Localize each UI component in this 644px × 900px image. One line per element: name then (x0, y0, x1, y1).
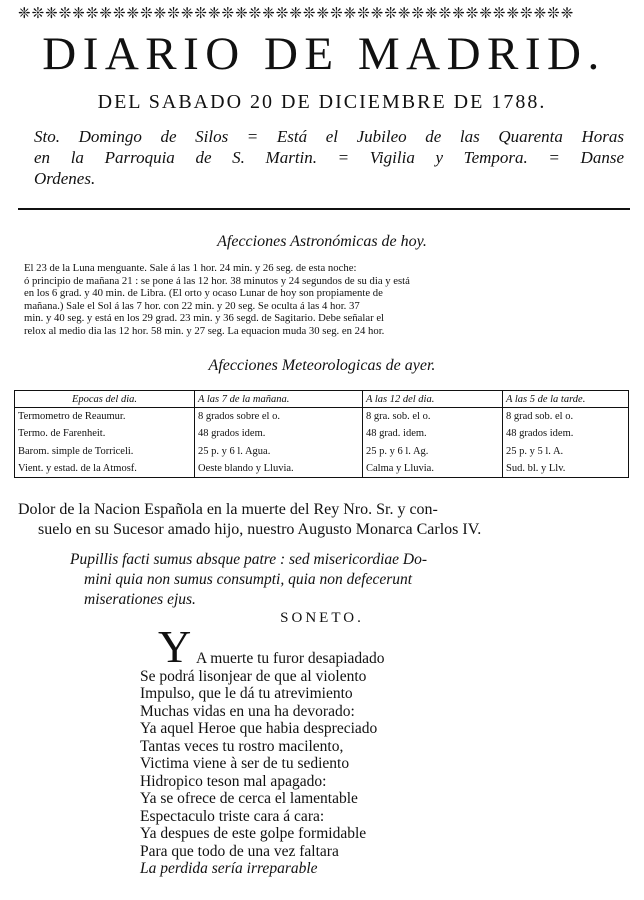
sonnet-line: A muerte tu furor desapiadado (196, 650, 385, 667)
sonnet-line: Muchas vidas en una ha devorado: (140, 702, 355, 720)
weather-cell: Vient. y estad. de la Atmosf. (15, 460, 195, 478)
weather-cell: 48 grad. idem. (363, 425, 503, 442)
section-divider (18, 208, 630, 210)
astronomical-line: El 23 de la Luna menguante. Sale á las 1 hor. 24 min. y 26 seg. de esta noche: (24, 262, 357, 274)
latin-line: miserationes ejus. (84, 591, 196, 608)
astronomical-line: mañana.) Sale el Sol á las 7 hor. con 22 min. y 20 seg. Se oculta á las 4 hor. 37 (24, 299, 360, 312)
weather-header-row (15, 391, 629, 408)
sonnet-title: SONETO. (280, 610, 364, 626)
astronomical-text (24, 262, 624, 338)
weather-cell: 48 grados idem. (503, 425, 629, 442)
meteorological-title: Afecciones Meteorologicas de ayer. (208, 357, 436, 374)
issue-dateline: DEL SABADO 20 DE DICIEMBRE DE 1788. (97, 91, 547, 113)
weather-header: Epocas del dia. (15, 391, 195, 408)
saints-line: Ordenes. (34, 169, 96, 188)
sonnet-body (140, 650, 640, 878)
astronomical-line: ó principio de mañana 21 : se pone á las 12 hor. 38 minutos y 24 segundos de su dia y está (24, 274, 410, 287)
astronomical-title: Afecciones Astronómicas de hoy. (217, 233, 427, 250)
sonnet-line: Tantas veces tu rostro macilento, (140, 737, 344, 755)
astronomical-line: relox al medio dia las 12 hor. 58 min. y 27 seg. La equacion muda 30 seg. en 24 hor. (24, 324, 385, 337)
sonnet-line: Ya despues de este golpe formidable (140, 825, 367, 842)
sonnet-line: Se podrá lisonjear de que al violento (140, 667, 367, 685)
weather-row (15, 460, 629, 478)
sonnet-line: Impulso, que le dá tu atrevimiento (140, 685, 353, 702)
weather-cell: Termo. de Farenheit. (15, 425, 195, 442)
weather-cell: 8 grad sob. el o. (503, 408, 629, 426)
weather-table (14, 390, 629, 478)
weather-cell: Calma y Lluvia. (363, 460, 503, 478)
sonnet-dropcap: Y (158, 621, 192, 672)
saints-line: en la Parroquia de S. Martin. = Vigilia y Tempora. = Danse (34, 148, 624, 167)
latin-line: Pupillis facti sumus absque patre : sed misericordiae Do- (70, 551, 428, 568)
sonnet-line: Para que todo de una vez faltara (140, 842, 339, 860)
weather-cell: Barom. simple de Torriceli. (15, 442, 195, 459)
weather-cell: Sud. bl. y Llv. (503, 460, 629, 478)
weather-cell: 8 gra. sob. el o. (363, 408, 503, 426)
weather-cell: 25 p. y 6 l. Agua. (195, 442, 363, 459)
sonnet-line: La perdida sería irreparable (140, 860, 318, 877)
sonnet-line: Victima viene à ser de tu sediento (140, 755, 350, 772)
newspaper-masthead: DIARIO DE MADRID. (42, 28, 606, 80)
astronomical-line: min. y 40 seg. y está en los 29 grad. 23 min. y 36 segd. de Sagitario. Debe señalar el (24, 312, 385, 325)
astronomical-line: en los 6 grad. y 40 min. de Libra. (El orto y ocaso Lunar de hoy son propiamente de (24, 287, 383, 300)
weather-header: A las 5 de la tarde. (503, 391, 629, 408)
weather-cell: 25 p. y 6 l. Ag. (363, 442, 503, 459)
weather-cell: Termometro de Reaumur. (15, 408, 195, 426)
sonnet-line: Espectaculo triste cara á cara: (140, 807, 325, 825)
ornamental-border: ❈❊❈❊❈❊❈❊❈❊❈❊❈❊❈❊❈❊❈❊❈❊❈❊❈❊❈❊❈❊❈❊❈❊❈❊❈❊❈❊❈ (18, 4, 575, 22)
dolor-heading (18, 500, 630, 540)
weather-header: A las 7 de la mañana. (195, 391, 363, 408)
sonnet-line: Ya aquel Heroe que habia despreciado (140, 720, 378, 737)
weather-row (15, 408, 629, 426)
saints-notice (34, 126, 624, 189)
weather-row (15, 425, 629, 442)
weather-header: A las 12 del dia. (363, 391, 503, 408)
latin-epigraph (70, 550, 630, 610)
weather-row (15, 442, 629, 459)
weather-cell: 48 grados idem. (195, 425, 363, 442)
sonnet-line: Hidropico teson mal apagado: (140, 772, 327, 790)
dolor-line: Dolor de la Nacion Española en la muerte del Rey Nro. Sr. y con- (18, 501, 438, 518)
latin-line: mini quia non sumus consumpti, quia non defecerunt (84, 571, 413, 588)
dolor-line: suelo en su Sucesor amado hijo, nuestro Augusto Monarca Carlos IV. (38, 521, 482, 538)
saints-line: Sto. Domingo de Silos = Está el Jubileo de las Quarenta Horas (34, 127, 624, 146)
sonnet-line: Ya se ofrece de cerca el lamentable (140, 790, 358, 807)
weather-cell: Oeste blando y Lluvia. (195, 460, 363, 478)
weather-cell: 25 p. y 5 l. A. (503, 442, 629, 459)
weather-cell: 8 grados sobre el o. (195, 408, 363, 426)
